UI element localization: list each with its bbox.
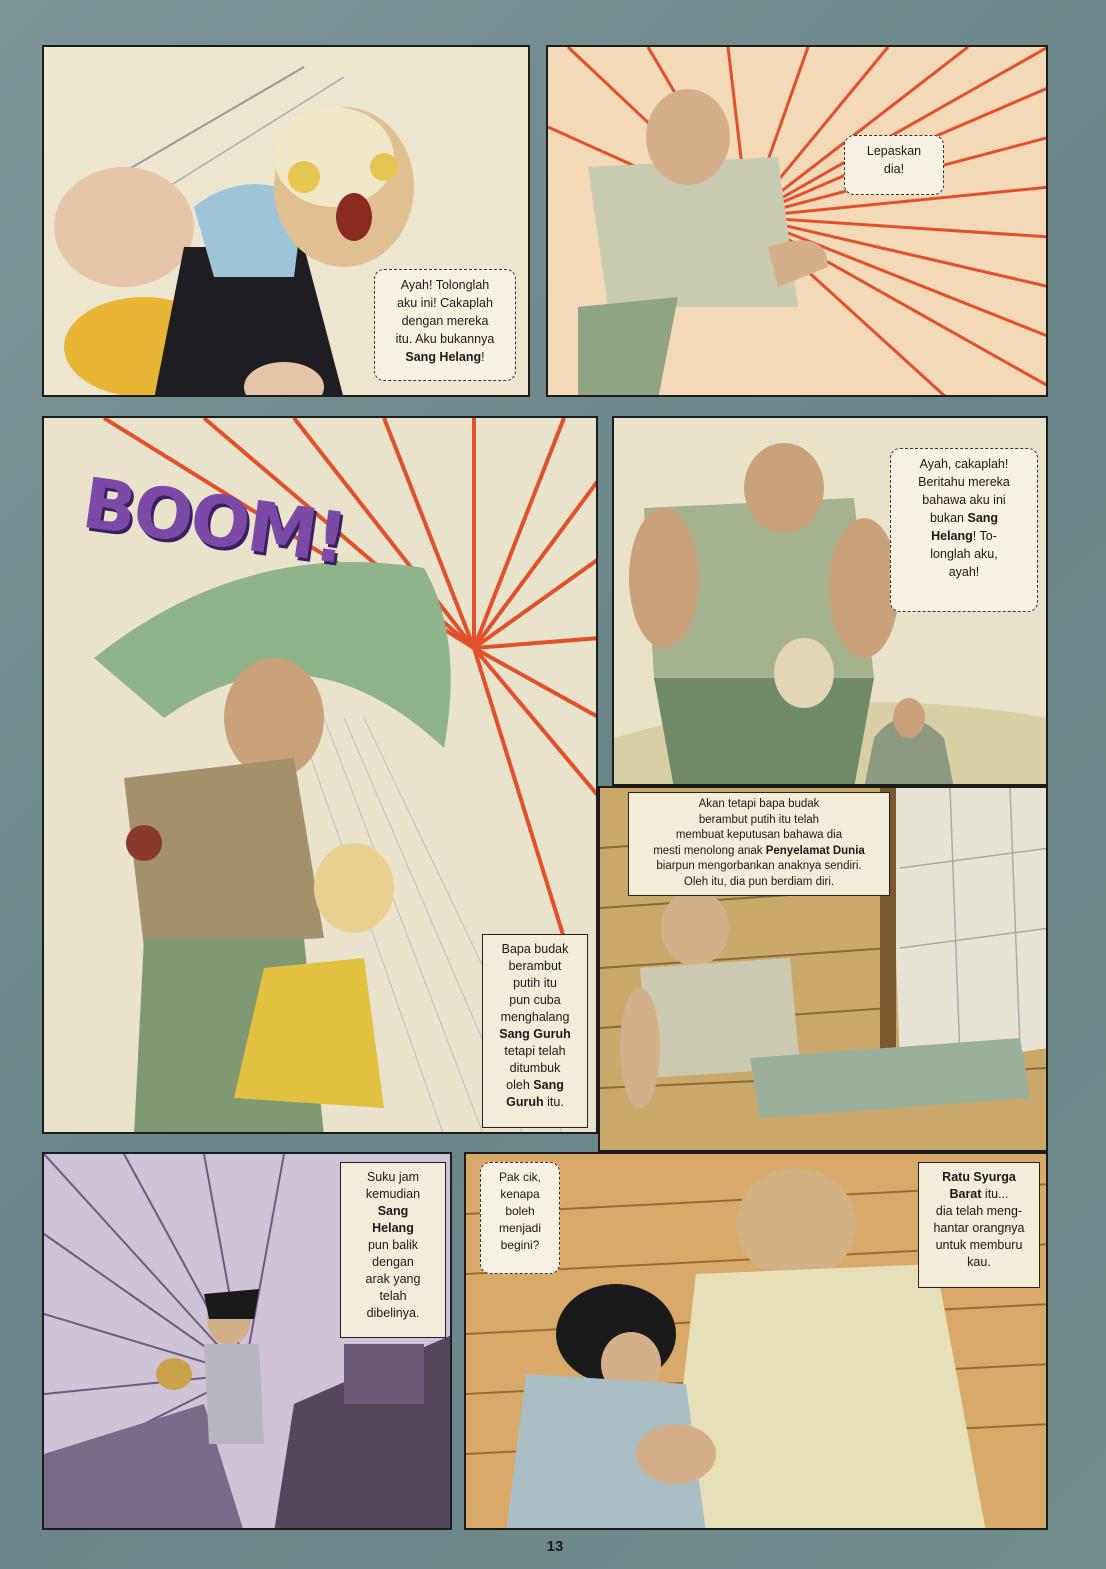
line: dibelinya. (366, 1306, 420, 1320)
text: bukan (929, 511, 964, 525)
panel-3-caption (482, 934, 588, 1128)
panel-4-speech-bubble (890, 448, 1038, 612)
panel-1 (42, 45, 530, 397)
panel-2-speech-bubble (844, 135, 944, 195)
line: menghalang (500, 1010, 570, 1024)
line: telah (379, 1289, 407, 1303)
line: Suku jam (366, 1170, 420, 1184)
line: ditumbuk (509, 1061, 561, 1075)
line: Akan tetapi bapa budak (698, 798, 820, 810)
text: ! (481, 350, 485, 364)
panel-6 (42, 1152, 452, 1530)
line: putih itu (513, 976, 557, 990)
bold-text: Guruh (506, 1095, 544, 1109)
line: Ayah, cakaplah! (919, 457, 1009, 471)
line: kemudian (365, 1187, 421, 1201)
bold-text: Penyelamat Dunia (765, 844, 865, 857)
panel-5 (598, 786, 1048, 1152)
line: Ayah! Tolonglah (400, 278, 490, 292)
line: pun cuba (509, 993, 561, 1007)
line: dia! (883, 162, 905, 176)
line: biarpun mengorbankan anaknya sendiri. (656, 860, 862, 872)
boom-sound-effect: BOOM! (77, 462, 351, 580)
text: ! To- (972, 529, 997, 543)
panel-7-speech-bubble (480, 1162, 560, 1274)
text: itu... (981, 1187, 1009, 1201)
line: pun balik (367, 1238, 419, 1252)
line: untuk memburu (935, 1238, 1023, 1252)
line: Pak cik, (498, 1170, 541, 1184)
bold-text: Barat (949, 1187, 982, 1201)
line: Sang (377, 1204, 409, 1218)
line: Beritahu mereka (918, 475, 1010, 489)
panel-4 (612, 416, 1048, 786)
line: bahawa aku ini (922, 493, 1006, 507)
line (897, 527, 1031, 545)
line: berambut putih itu telah (698, 813, 820, 826)
panel-7-caption (918, 1162, 1040, 1288)
text: mesti menolong anak (653, 844, 763, 857)
line: kau. (967, 1255, 991, 1269)
bold-text: Sang Helang (405, 350, 482, 364)
line: Sang Guruh (499, 1027, 571, 1041)
line: begini? (500, 1238, 540, 1252)
line: arak yang (365, 1272, 421, 1286)
line: aku ini! Cakaplah (397, 296, 493, 310)
panel-2 (546, 45, 1048, 397)
page-number: 13 (546, 1538, 564, 1555)
panel-2-art (548, 47, 1048, 397)
line: kenapa (500, 1187, 540, 1201)
line: menjadi (498, 1221, 542, 1235)
line: Helang (372, 1221, 414, 1235)
line: dengan mereka (401, 314, 489, 328)
line: longlah aku, (930, 547, 998, 561)
line (925, 1186, 1033, 1203)
line (633, 844, 885, 860)
text: itu. (543, 1095, 564, 1109)
panel-3 (42, 416, 598, 1134)
text: oleh (506, 1078, 530, 1092)
bold-text: Sang (967, 511, 999, 525)
bold-text: Helang (931, 529, 973, 543)
line: boleh (505, 1204, 535, 1218)
bold-text: Sang (533, 1078, 564, 1092)
panel-7 (464, 1152, 1048, 1530)
line (897, 509, 1031, 527)
panel-1-speech-bubble (374, 269, 516, 381)
line: ayah! (948, 565, 980, 579)
line: Lepaskan (866, 144, 922, 158)
line: hantar orangnya (933, 1221, 1025, 1235)
panel-5-caption (628, 792, 890, 896)
line: Bapa budak (501, 942, 569, 956)
line (489, 1094, 581, 1111)
line: Oleh itu, dia pun berdiam diri. (683, 875, 835, 888)
line: berambut (508, 959, 562, 973)
line: tetapi telah (504, 1044, 566, 1058)
line (489, 1077, 581, 1094)
line: membuat keputusan bahawa dia (675, 829, 843, 841)
panel-6-caption (340, 1162, 446, 1338)
line: dia telah meng- (935, 1204, 1023, 1218)
line: Ratu Syurga (942, 1170, 1016, 1184)
line: dengan (372, 1255, 414, 1269)
line (381, 348, 509, 366)
line: itu. Aku bukannya (395, 332, 495, 346)
